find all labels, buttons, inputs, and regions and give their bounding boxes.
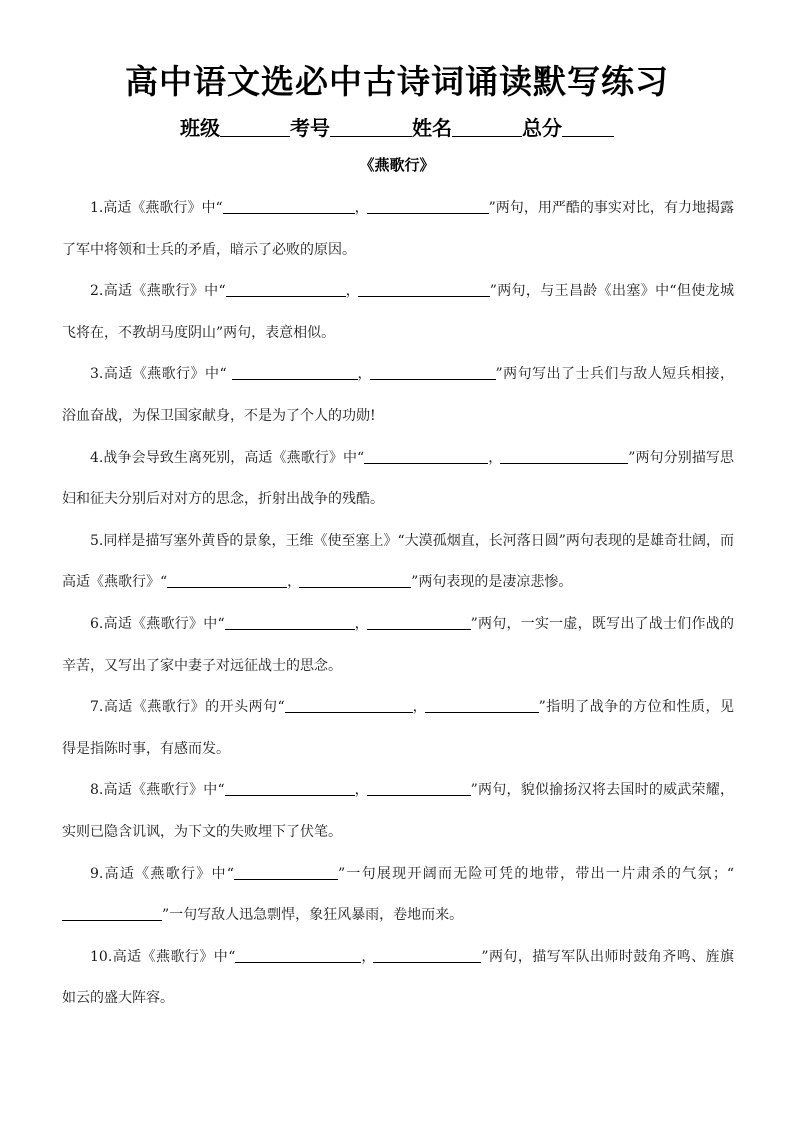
question-text-after: ”两句，描写军队出师时鼓角齐鸣、旌旗如云的盛大阵容。 xyxy=(62,948,734,1007)
question-text-before: 高适《燕歌行》中“ xyxy=(103,200,223,216)
question-list xyxy=(62,188,734,1020)
question-number: 8. xyxy=(90,782,104,799)
number-blank[interactable] xyxy=(330,116,412,137)
blank-separator: ， xyxy=(357,366,372,383)
answer-blank-2[interactable] xyxy=(358,282,490,297)
question-text-before: 高适《燕歌行》中“ xyxy=(103,366,232,383)
answer-blank-2[interactable] xyxy=(62,906,162,921)
question-item xyxy=(62,271,734,354)
question-number: 4. xyxy=(90,449,104,466)
question-text-after: ”两句分别描写思妇和征夫分别后对对方的思念，折射出战争的残酷。 xyxy=(62,449,734,508)
question-item xyxy=(62,438,734,521)
number-label: 考号 xyxy=(290,116,330,140)
answer-blank-1[interactable] xyxy=(225,781,355,796)
question-number: 9. xyxy=(90,865,104,882)
name-blank[interactable] xyxy=(452,116,522,137)
answer-blank-2[interactable] xyxy=(299,573,411,588)
class-blank[interactable] xyxy=(220,116,290,137)
answer-blank-1[interactable] xyxy=(364,449,488,464)
question-text-after: ”两句，与王昌龄《出塞》中“但使龙城飞将在，不教胡马度阴山”两句，表意相似。 xyxy=(62,283,734,341)
question-item xyxy=(62,354,734,437)
question-text-middle: ”一句展现开阔而无险可凭的地带，带出一片肃杀的气氛；“ xyxy=(337,865,734,882)
poem-title: 《燕歌行》 xyxy=(359,156,435,174)
question-text-before: 高适《燕歌行》中“ xyxy=(103,782,225,799)
blank-separator: ， xyxy=(354,200,369,216)
answer-blank-2[interactable] xyxy=(500,449,628,464)
question-number: 7. xyxy=(90,699,104,716)
page-title: 高中语文选必中古诗词诵读默写练习 xyxy=(125,62,669,101)
answer-blank-1[interactable] xyxy=(232,365,358,380)
answer-blank-2[interactable] xyxy=(367,781,471,796)
question-text-before: 高适《燕歌行》的开头两句“ xyxy=(103,699,285,716)
question-number: 2. xyxy=(90,283,104,300)
answer-blank-1[interactable] xyxy=(235,948,361,963)
score-label: 总分 xyxy=(522,116,562,140)
question-text-after: ”指明了战争的方位和性质，见得是指陈时事，有感而发。 xyxy=(62,699,734,757)
answer-blank-1[interactable] xyxy=(234,865,338,880)
question-number: 1. xyxy=(90,200,104,216)
answer-blank-1[interactable] xyxy=(167,573,287,588)
question-text-after: ”一句写敌人迅急剽悍，象狂风暴雨，卷地而来。 xyxy=(162,907,464,924)
question-item xyxy=(62,687,734,770)
blank-separator: ， xyxy=(354,782,369,799)
answer-blank-2[interactable] xyxy=(425,698,539,713)
score-blank[interactable] xyxy=(562,116,614,137)
question-item xyxy=(62,604,734,687)
question-number: 6. xyxy=(90,615,104,632)
question-text-after: ”两句，用严酷的事实对比，有力地揭露了军中将领和士兵的矛盾，暗示了必败的原因。 xyxy=(62,200,734,258)
name-label: 姓名 xyxy=(412,116,452,140)
question-text-before: 高适《燕歌行》中“ xyxy=(103,615,225,632)
question-text-after: ”两句，貌似揄扬汉将去国时的威武荣耀，实则已隐含讥讽，为下文的失败埋下了伏笔。 xyxy=(62,782,734,840)
student-info-line xyxy=(0,112,794,141)
blank-separator: ， xyxy=(345,283,360,300)
blank-separator: ， xyxy=(488,449,503,466)
answer-blank-1[interactable] xyxy=(225,615,355,630)
blank-separator: ， xyxy=(287,574,302,591)
question-text-before: 同样是描写塞外黄昏的景象，王维《使至塞上》“大漠孤烟直，长河落日圆”两句表现的是雄奇壮阔，而高适《燕歌行》“ xyxy=(62,532,734,591)
question-text-before: 高适《燕歌行》中“ xyxy=(103,865,234,882)
question-text-before: 战争会导致生离死别，高适《燕歌行》中“ xyxy=(103,449,365,466)
question-text-after: ”两句写出了士兵们与敌人短兵相接，浴血奋战，为保卫国家献身，不是为了个人的功勋! xyxy=(62,366,735,424)
blank-separator: ， xyxy=(412,699,427,716)
question-item xyxy=(62,770,734,853)
question-text-before: 高适《燕歌行》中“ xyxy=(103,283,226,300)
question-text-after: ”两句，一实一虚，既写出了战士们作战的辛苦，又写出了家中妻子对远征战士的思念。 xyxy=(62,615,734,674)
question-text-before: 高适《燕歌行》中“ xyxy=(112,948,236,965)
blank-separator: ， xyxy=(361,948,376,965)
answer-blank-1[interactable] xyxy=(285,698,413,713)
blank-separator: ， xyxy=(354,615,369,632)
question-number: 10. xyxy=(90,948,113,965)
answer-blank-2[interactable] xyxy=(373,948,481,963)
question-number: 3. xyxy=(90,366,104,383)
answer-blank-2[interactable] xyxy=(370,365,496,380)
question-item xyxy=(62,937,734,1020)
class-label: 班级 xyxy=(180,116,220,140)
question-number: 5. xyxy=(90,532,104,549)
question-item xyxy=(62,188,734,271)
answer-blank-2[interactable] xyxy=(367,615,471,630)
answer-blank-2[interactable] xyxy=(367,199,489,214)
answer-blank-1[interactable] xyxy=(226,282,346,297)
answer-blank-1[interactable] xyxy=(223,199,355,214)
question-item xyxy=(62,521,734,604)
question-item xyxy=(62,854,734,937)
question-text-after: ”两句表现的是凄凉悲惨。 xyxy=(411,574,573,591)
